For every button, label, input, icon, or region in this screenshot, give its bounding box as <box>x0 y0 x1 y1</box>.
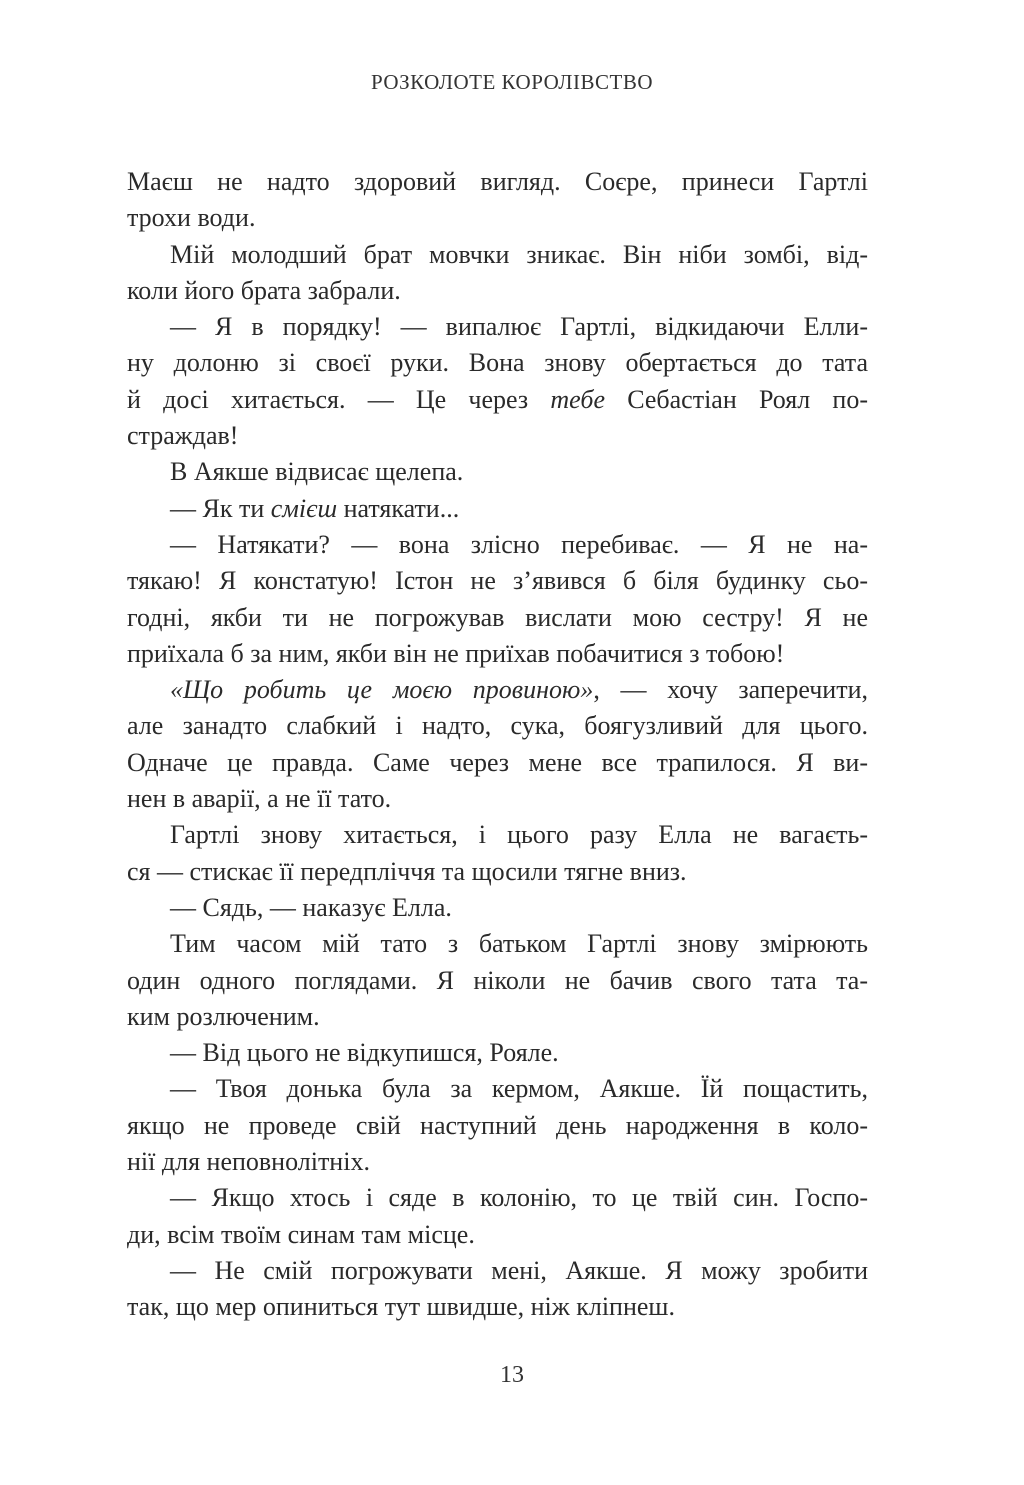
text-line: — Сядь, — наказує Елла. <box>170 892 452 922</box>
text-line: ди, всім твоїм синам там місце. <box>127 1219 475 1249</box>
text-line: але занадто слабкий і надто, сука, боягузливий для цього. <box>127 711 868 741</box>
text-run: — Як ти <box>170 493 271 523</box>
text-line: — Натякати? — вона злісно перебиває. — Я не на- <box>170 529 868 559</box>
text-line <box>127 382 868 418</box>
text-run: й досі хитається. — Це через <box>127 384 551 414</box>
text-line: страждав! <box>127 421 239 451</box>
emphasis-text: тебе <box>550 384 605 414</box>
text-line: — Не смій погрожувати мені, Аякше. Я можу зробити <box>170 1255 868 1285</box>
text-line: — Твоя донька була за кермом, Аякше. Їй пощастить, <box>170 1074 868 1104</box>
text-line: — Від цього не відкупишся, Рояле. <box>170 1038 559 1068</box>
text-line: приїхала б за ним, якби він не приїхав побачитися з тобою! <box>127 638 785 668</box>
text-line: один одного поглядами. Я ніколи не бачив свого тата та- <box>127 965 868 995</box>
text-line: тякаю! Я констатую! Істон не з’явився б біля будинку сьо- <box>127 566 868 596</box>
page-number: 13 <box>500 1362 524 1388</box>
text-run: натякати... <box>337 493 460 523</box>
text-line: — Я в порядку! — випалює Гартлі, відкидаючи Елли- <box>170 312 868 342</box>
text-line: так, що мер опиниться тут швидше, ніж кліпнеш. <box>127 1292 675 1322</box>
text-line: якщо не проведе свій наступний день народження в коло- <box>127 1110 868 1140</box>
text-line: Мій молодший брат мовчки зникає. Він ніби зомбі, від- <box>170 239 868 269</box>
text-run: , — хочу заперечити, <box>593 675 868 705</box>
text-line <box>127 672 868 708</box>
text-line: Тим часом мій тато з батьком Гартлі знову змірюють <box>170 929 868 959</box>
text-line: Одначе це правда. Саме через мене все трапилося. Я ви- <box>127 747 868 777</box>
text-line: трохи води. <box>127 203 256 233</box>
text-line: годні, якби ти не погрожував вислати мою сестру! Я не <box>127 602 868 632</box>
text-line: нії для неповнолітніх. <box>127 1147 370 1177</box>
text-line: коли його брата забрали. <box>127 275 401 305</box>
text-line: ся — стискає її передпліччя та щосили тягне вниз. <box>127 856 687 886</box>
text-line: ким розлюченим. <box>127 1001 320 1031</box>
text-line: ну долоню зі своєї руки. Вона знову обертається до тата <box>127 348 868 378</box>
emphasis-text: смієш <box>270 493 338 523</box>
text-line: Гартлі знову хитається, і цього разу Елла не вагаєть- <box>170 820 868 850</box>
text-line: нен в аварії, а не її тато. <box>127 784 392 814</box>
text-line: Маєш не надто здоровий вигляд. Соєре, принеси Гартлі <box>127 167 868 196</box>
emphasis-text: «Що робить це моєю провиною» <box>170 675 594 705</box>
text-line: В Аякше відвисає щелепа. <box>170 457 464 487</box>
text-line: — Якщо хтось і сяде в колонію, то це твій син. Госпо- <box>170 1183 868 1213</box>
body-text <box>127 164 868 1326</box>
text-run: Себастіан Роял по- <box>604 384 868 414</box>
text-line <box>127 491 868 527</box>
running-head: РОЗКОЛОТЕ КОРОЛІВСТВО <box>371 70 653 94</box>
